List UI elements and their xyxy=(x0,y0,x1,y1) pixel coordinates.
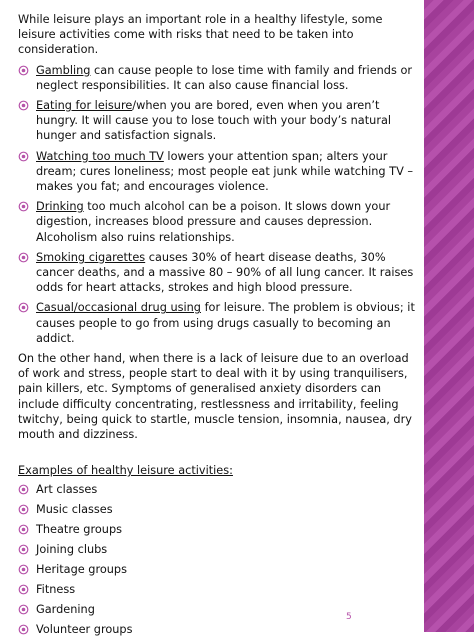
circled-dot-icon xyxy=(18,100,29,111)
list-item xyxy=(18,63,420,93)
risk-term: Eating for leisure xyxy=(36,99,133,113)
risk-term: Casual/occasional drug using xyxy=(36,301,201,315)
example-label: Music classes xyxy=(36,503,113,517)
circled-dot-icon xyxy=(18,584,29,595)
circled-dot-icon xyxy=(18,65,29,76)
list-item xyxy=(18,562,420,582)
examples-list xyxy=(18,482,420,642)
risk-text: can cause people to lose time with family and friends or neglect responsibilities. It can also cause financial loss. xyxy=(36,63,413,92)
list-item xyxy=(18,502,420,522)
list-item xyxy=(18,622,420,642)
example-label: Art classes xyxy=(36,483,98,497)
example-label: Theatre groups xyxy=(36,523,122,537)
risk-term: Gambling xyxy=(36,63,91,77)
risk-text: lowers your attention span; alters your dream; cures loneliness; most people eat junk while watching TV – makes you fat; and encourages violence. xyxy=(36,149,414,194)
list-item xyxy=(18,199,420,245)
example-label: Fitness xyxy=(36,583,76,597)
list-item xyxy=(18,602,420,622)
risk-text: too much alcohol can be a poison. It slows down your digestion, increases blood pressure and causes depression. Alcoholism also ruins relationships. xyxy=(36,200,391,244)
decorative-side-band xyxy=(424,0,474,632)
example-label: Heritage groups xyxy=(36,563,127,577)
circled-dot-icon xyxy=(18,624,29,635)
list-item xyxy=(18,582,420,602)
list-item xyxy=(18,149,420,195)
list-item xyxy=(18,522,420,542)
risk-list xyxy=(18,63,420,346)
list-item xyxy=(18,250,420,296)
circled-dot-icon xyxy=(18,604,29,615)
example-label: Joining clubs xyxy=(36,543,108,557)
circled-dot-icon xyxy=(18,201,29,212)
circled-dot-icon xyxy=(18,504,29,515)
page-number: 5 xyxy=(346,612,352,622)
circled-dot-icon xyxy=(18,252,29,263)
intro-paragraph: While leisure plays an important role in a healthy lifestyle, some leisure activities come with risks that need to be taken into consideration. xyxy=(18,13,383,57)
examples-heading xyxy=(18,463,420,478)
list-item xyxy=(18,98,420,144)
risk-term: Smoking cigarettes xyxy=(36,250,146,264)
risk-term: Drinking xyxy=(36,200,84,214)
example-label: Gardening xyxy=(36,603,95,617)
examples-heading-text: Examples of healthy leisure activities: xyxy=(18,464,233,478)
circled-dot-icon xyxy=(18,544,29,555)
risk-text: /when you are bored, even when you aren’t hungry. It will cause you to lose touch with your body’s natural hunger and satisfaction signals. xyxy=(36,99,392,143)
circled-dot-icon xyxy=(18,564,29,575)
circled-dot-icon xyxy=(18,151,29,162)
list-item xyxy=(18,542,420,562)
circled-dot-icon xyxy=(18,524,29,535)
circled-dot-icon xyxy=(18,484,29,495)
risk-text: for leisure. The problem is obvious; it causes people to go from using drugs casually to becoming an addict. xyxy=(36,301,415,345)
lack-of-leisure-paragraph: On the other hand, when there is a lack of leisure due to an overload of work and stress, people start to deal with it by using tranquilisers, pain killers, etc. Symptoms of generalised anxiety disorders can include difficulty concentrating, restlessness and irritability, feeling twitchy, being quick to startle, muscle tension, insomnia, nausea, dry mouth and dizziness. xyxy=(18,352,412,442)
risk-text: causes 30% of heart disease deaths, 30% cancer deaths, and a massive 80 – 90% of all lung cancer. It raises odds for heart attacks, strokes and high blood pressure. xyxy=(36,250,414,295)
slide-content xyxy=(18,12,420,642)
list-item xyxy=(18,300,420,346)
circled-dot-icon xyxy=(18,302,29,313)
risk-term: Watching too much TV xyxy=(36,149,164,163)
example-label: Volunteer groups xyxy=(36,623,133,637)
list-item xyxy=(18,482,420,502)
